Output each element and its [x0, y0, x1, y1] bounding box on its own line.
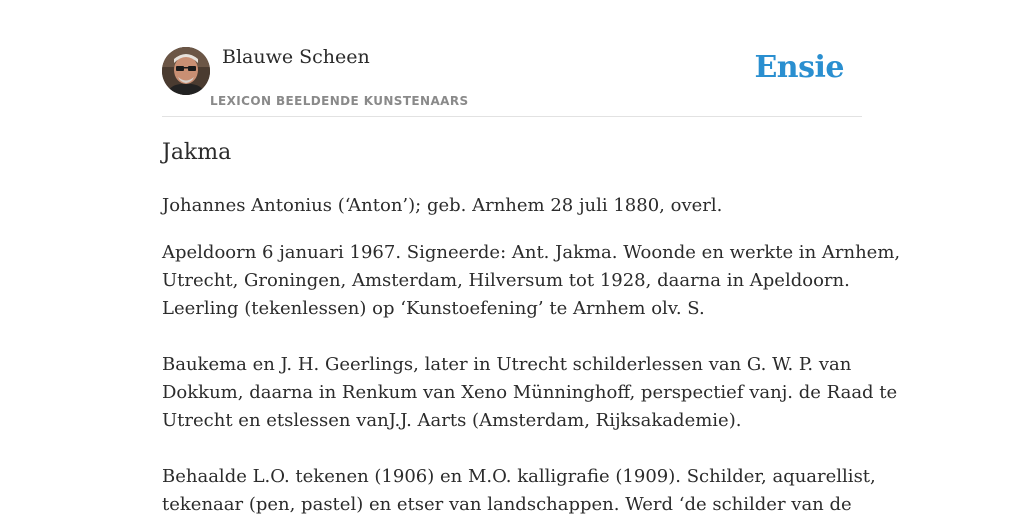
article-paragraph — [162, 239, 901, 323]
paragraph-line: Leerling (tekenlessen) op ‘Kunstoefening’ te Arnhem olv. S. — [162, 298, 705, 319]
collection-label[interactable]: LEXICON BEELDENDE KUNSTENAARS — [210, 94, 469, 108]
paragraph-line: Dokkum, daarna in Renkum van Xeno Münninghoff, perspectief vanj. de Raad te — [162, 382, 898, 403]
author-avatar[interactable] — [162, 47, 210, 95]
article-title: Jakma — [162, 140, 232, 165]
paragraph-line: Baukema en J. H. Geerlings, later in Utrecht schilderlessen van G. W. P. van — [162, 354, 852, 375]
article-paragraph — [162, 463, 876, 519]
paragraph-line: Behaalde L.O. tekenen (1906) en M.O. kalligrafie (1909). Schilder, aquarellist, — [162, 466, 876, 487]
paragraph-line: Utrecht, Groningen, Amsterdam, Hilversum tot 1928, daarna in Apeldoorn. — [162, 270, 850, 291]
ensie-logo[interactable]: Ensie — [754, 50, 844, 85]
article-header — [162, 0, 862, 117]
article-page — [162, 0, 901, 515]
paragraph-line: Utrecht en etslessen vanJ.J. Aarts (Amsterdam, Rijksakademie). — [162, 410, 742, 431]
article-paragraph — [162, 351, 898, 435]
paragraph-line: tekenaar (pen, pastel) en etser van landschappen. Werd ‘de schilder van de — [162, 494, 852, 515]
author-name[interactable]: Blauwe Scheen — [222, 46, 370, 68]
paragraph-line: Johannes Antonius (‘Anton’); geb. Arnhem 28 juli 1880, overl. — [162, 195, 723, 216]
user-avatar-photo-icon — [162, 47, 210, 95]
article-paragraph — [162, 192, 862, 220]
paragraph-line: Apeldoorn 6 januari 1967. Signeerde: Ant. Jakma. Woonde en werkte in Arnhem, — [162, 242, 901, 263]
